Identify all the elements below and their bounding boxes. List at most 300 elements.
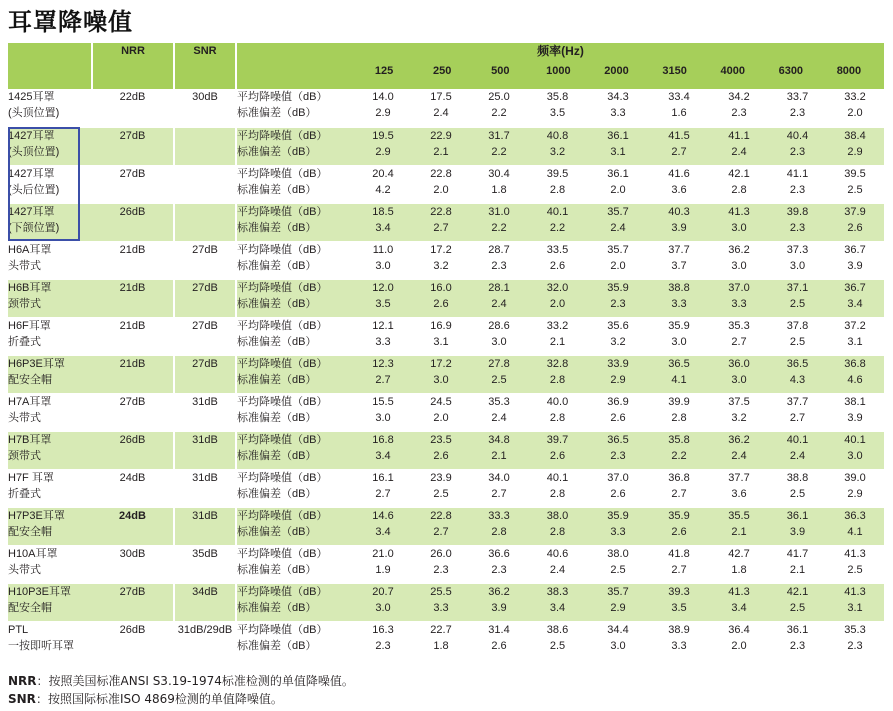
std-value: 2.4 xyxy=(731,449,747,462)
std-value: 3.0 xyxy=(847,449,863,462)
std-value: 2.1 xyxy=(433,145,449,158)
measure-label-std: 标准偏差（dB） xyxy=(237,145,317,158)
model-name: H6F耳罩 xyxy=(8,319,51,332)
value-cell xyxy=(826,89,884,127)
value-cell xyxy=(587,317,649,355)
note-nrr: NRR：按照美国标准ANSI S3.19-1974标准检测的单值降噪值。 xyxy=(8,674,354,688)
value-cell xyxy=(470,165,528,203)
mean-value: 16.0 xyxy=(430,281,452,294)
value-cell xyxy=(649,241,709,279)
std-value: 2.4 xyxy=(731,145,747,158)
mean-value: 36.5 xyxy=(786,357,809,370)
std-value: 2.3 xyxy=(789,221,806,234)
mean-value: 42.7 xyxy=(728,547,750,560)
mean-value: 34.0 xyxy=(488,471,510,484)
value-cell xyxy=(354,431,412,469)
frequency-label: 4000 xyxy=(720,65,745,77)
measure-label-mean: 平均降噪值（dB） xyxy=(237,585,328,598)
std-value: 2.7 xyxy=(491,487,507,500)
std-value: 2.4 xyxy=(433,107,449,119)
model-cell xyxy=(8,355,92,393)
value-cell xyxy=(709,355,769,393)
std-value: 2.5 xyxy=(789,335,806,348)
mean-value: 27.8 xyxy=(488,357,510,370)
mean-value: 16.1 xyxy=(372,471,394,484)
value-cell xyxy=(587,165,649,203)
std-value: 3.9 xyxy=(847,411,863,424)
std-value: 2.7 xyxy=(433,525,449,538)
std-value: 2.3 xyxy=(847,639,863,652)
mean-value: 41.6 xyxy=(668,167,690,180)
std-value: 2.9 xyxy=(847,145,863,158)
table-row xyxy=(8,393,884,431)
value-cell xyxy=(587,469,649,507)
measure-labels xyxy=(236,621,354,659)
std-value: 3.1 xyxy=(847,601,863,614)
measure-label-mean: 平均降噪值（dB） xyxy=(237,281,328,294)
mean-value: 36.2 xyxy=(728,243,750,256)
std-value: 2.5 xyxy=(789,297,806,310)
measure-labels xyxy=(236,355,354,393)
std-value: 3.0 xyxy=(789,259,806,272)
std-value: 2.8 xyxy=(491,525,507,538)
measure-label-mean: 平均降噪值（dB） xyxy=(237,205,328,218)
std-value: 2.9 xyxy=(610,601,626,614)
value-cell xyxy=(649,583,709,621)
snr-value: 31dB xyxy=(174,431,236,469)
value-cell xyxy=(826,507,884,545)
value-cell xyxy=(354,165,412,203)
table-row xyxy=(8,203,884,241)
mean-value: 39.8 xyxy=(786,205,809,218)
std-value: 2.1 xyxy=(549,335,566,348)
std-value: 4.1 xyxy=(671,373,687,386)
snr-value: 34dB xyxy=(174,583,236,621)
mean-value: 40.4 xyxy=(786,129,809,142)
std-value: 3.4 xyxy=(375,221,391,234)
value-cell xyxy=(587,241,649,279)
value-cell xyxy=(354,89,412,127)
measure-label-mean: 平均降噪值（dB） xyxy=(237,395,328,408)
value-cell xyxy=(412,393,470,431)
mean-value: 37.8 xyxy=(786,319,809,332)
mean-value: 36.0 xyxy=(728,357,750,370)
table-row xyxy=(8,431,884,469)
value-cell xyxy=(412,241,470,279)
value-cell xyxy=(587,621,649,659)
mean-value: 40.3 xyxy=(668,205,690,218)
value-cell xyxy=(354,127,412,165)
mean-value: 30.4 xyxy=(488,167,510,180)
value-cell xyxy=(769,127,826,165)
mean-value: 20.7 xyxy=(372,585,394,598)
model-name: H6B耳罩 xyxy=(8,281,52,294)
std-value: 3.0 xyxy=(610,639,626,652)
std-value: 2.7 xyxy=(671,487,687,500)
model-name: H7F 耳罩 xyxy=(8,471,54,484)
table-row xyxy=(8,583,884,621)
value-cell xyxy=(470,431,528,469)
nrr-value: 21dB xyxy=(92,241,174,279)
std-value: 3.0 xyxy=(731,373,747,386)
measure-label-std: 标准偏差（dB） xyxy=(237,411,317,424)
snr-value: 31dB xyxy=(174,393,236,431)
mean-value: 36.2 xyxy=(728,433,750,446)
mean-value: 28.7 xyxy=(488,243,510,256)
measure-label-std: 标准偏差（dB） xyxy=(237,335,317,348)
value-cell xyxy=(354,317,412,355)
mean-value: 35.9 xyxy=(668,509,690,522)
nrr-value: 27dB xyxy=(92,393,174,431)
value-cell xyxy=(470,507,528,545)
mean-value: 36.7 xyxy=(844,243,866,256)
mean-value: 20.4 xyxy=(372,167,394,180)
std-value: 2.1 xyxy=(731,525,747,538)
std-value: 3.1 xyxy=(610,145,626,158)
mean-value: 35.8 xyxy=(668,433,690,446)
model-cell xyxy=(8,241,92,279)
mean-value: 35.9 xyxy=(668,319,690,332)
snr-value: 27dB xyxy=(174,241,236,279)
mean-value: 32.8 xyxy=(546,357,569,370)
measure-labels xyxy=(236,393,354,431)
header-model-cell xyxy=(8,43,92,89)
mean-value: 31.7 xyxy=(488,129,510,142)
value-cell xyxy=(470,621,528,659)
std-value: 2.0 xyxy=(433,183,449,196)
mean-value: 41.5 xyxy=(668,129,690,142)
mean-value: 22.8 xyxy=(430,205,452,218)
mean-value: 25.0 xyxy=(488,91,510,103)
frequency-label: 3150 xyxy=(662,65,687,77)
std-value: 3.9 xyxy=(847,259,863,272)
mean-value: 16.9 xyxy=(430,319,452,332)
mean-value: 37.5 xyxy=(728,395,750,408)
measure-label-std: 标准偏差（dB） xyxy=(237,107,317,119)
value-cell xyxy=(769,89,826,127)
std-value: 2.3 xyxy=(491,259,507,272)
table-row xyxy=(8,469,884,507)
value-cell xyxy=(649,317,709,355)
std-value: 3.4 xyxy=(731,601,747,614)
measure-label-std: 标准偏差（dB） xyxy=(237,487,317,500)
mean-value: 17.2 xyxy=(430,243,452,256)
mean-value: 25.5 xyxy=(430,585,452,598)
value-cell xyxy=(649,127,709,165)
snr-value: 27dB xyxy=(174,279,236,317)
value-cell xyxy=(769,545,826,583)
mean-value: 18.5 xyxy=(372,205,394,218)
mean-value: 41.1 xyxy=(786,167,809,180)
mean-value: 23.9 xyxy=(430,471,452,484)
mean-value: 33.3 xyxy=(488,509,510,522)
value-cell xyxy=(649,355,709,393)
std-value: 2.6 xyxy=(491,639,507,652)
value-cell xyxy=(528,583,587,621)
measure-labels xyxy=(236,469,354,507)
value-cell xyxy=(709,507,769,545)
std-value: 2.8 xyxy=(549,487,566,500)
std-value: 1.8 xyxy=(433,639,449,652)
std-value: 2.1 xyxy=(789,563,806,576)
std-value: 2.3 xyxy=(731,107,747,119)
model-name: H7P3E耳罩 xyxy=(8,509,65,522)
model-name: 头带式 xyxy=(8,563,41,576)
snr-value: 31dB xyxy=(174,469,236,507)
value-cell xyxy=(470,355,528,393)
value-cell xyxy=(826,317,884,355)
page-title: 耳罩降噪值 xyxy=(8,8,133,36)
mean-value: 33.9 xyxy=(607,357,629,370)
measure-label-std: 标准偏差（dB） xyxy=(237,449,317,462)
measure-label-mean: 平均降噪值（dB） xyxy=(237,243,328,256)
measure-label-mean: 平均降噪值（dB） xyxy=(237,91,328,103)
std-value: 2.3 xyxy=(491,563,507,576)
mean-value: 37.9 xyxy=(844,205,866,218)
model-name: 颈带式 xyxy=(8,449,41,462)
table-header-row xyxy=(8,43,884,89)
value-cell xyxy=(769,431,826,469)
value-cell xyxy=(649,469,709,507)
measure-labels xyxy=(236,545,354,583)
frequency-label: 6300 xyxy=(778,65,804,77)
model-name: 1427耳罩 xyxy=(8,205,55,218)
value-cell xyxy=(826,431,884,469)
value-cell xyxy=(769,279,826,317)
mean-value: 37.7 xyxy=(786,395,809,408)
snr-value: 27dB xyxy=(174,355,236,393)
mean-value: 15.5 xyxy=(372,395,394,408)
mean-value: 38.6 xyxy=(546,623,569,636)
mean-value: 35.7 xyxy=(607,585,629,598)
mean-value: 37.0 xyxy=(728,281,750,294)
value-cell xyxy=(354,203,412,241)
mean-value: 41.8 xyxy=(668,547,690,560)
value-cell xyxy=(412,621,470,659)
model-name: (头顶位置) xyxy=(8,145,60,158)
model-name: 头带式 xyxy=(8,411,41,424)
std-value: 4.2 xyxy=(375,183,391,196)
measure-labels xyxy=(236,279,354,317)
mean-value: 33.2 xyxy=(844,91,866,103)
value-cell xyxy=(826,545,884,583)
measure-label-mean: 平均降噪值（dB） xyxy=(237,471,328,484)
mean-value: 35.3 xyxy=(844,623,866,636)
std-value: 3.0 xyxy=(375,411,391,424)
mean-value: 38.1 xyxy=(844,395,866,408)
table-row xyxy=(8,89,884,127)
std-value: 2.7 xyxy=(375,373,391,386)
std-value: 2.8 xyxy=(671,411,687,424)
value-cell xyxy=(649,621,709,659)
std-value: 3.0 xyxy=(671,335,687,348)
std-value: 3.2 xyxy=(433,259,449,272)
mean-value: 34.8 xyxy=(488,433,510,446)
mean-value: 42.1 xyxy=(728,167,750,180)
table-row xyxy=(8,127,884,165)
std-value: 3.4 xyxy=(847,297,863,310)
value-cell xyxy=(470,393,528,431)
nrr-value: 26dB xyxy=(92,431,174,469)
model-name: 折叠式 xyxy=(8,335,41,348)
value-cell xyxy=(826,583,884,621)
value-cell xyxy=(470,127,528,165)
mean-value: 37.7 xyxy=(728,471,750,484)
std-value: 2.4 xyxy=(789,449,806,462)
value-cell xyxy=(354,241,412,279)
measure-labels xyxy=(236,431,354,469)
value-cell xyxy=(412,127,470,165)
value-cell xyxy=(769,583,826,621)
value-cell xyxy=(470,89,528,127)
mean-value: 38.8 xyxy=(786,471,809,484)
model-name: 1427耳罩 xyxy=(8,129,55,142)
mean-value: 36.6 xyxy=(488,547,510,560)
value-cell xyxy=(769,469,826,507)
value-cell xyxy=(528,203,587,241)
table-row xyxy=(8,545,884,583)
header-nrr: NRR xyxy=(92,43,174,89)
model-cell xyxy=(8,507,92,545)
mean-value: 12.0 xyxy=(372,281,394,294)
value-cell xyxy=(587,393,649,431)
value-cell xyxy=(354,621,412,659)
mean-value: 35.9 xyxy=(607,509,629,522)
value-cell xyxy=(649,545,709,583)
std-value: 2.7 xyxy=(671,145,687,158)
mean-value: 22.8 xyxy=(430,509,452,522)
frequency-title: 频率(Hz) xyxy=(537,44,584,58)
value-cell xyxy=(649,165,709,203)
std-value: 2.7 xyxy=(671,563,687,576)
value-cell xyxy=(412,507,470,545)
std-value: 3.4 xyxy=(549,601,566,614)
mean-value: 12.1 xyxy=(372,319,394,332)
std-value: 3.9 xyxy=(491,601,507,614)
snr-value xyxy=(174,203,236,241)
std-value: 3.3 xyxy=(671,639,687,652)
measure-label-std: 标准偏差（dB） xyxy=(237,183,317,196)
mean-value: 35.3 xyxy=(488,395,510,408)
std-value: 3.6 xyxy=(671,183,687,196)
std-value: 4.3 xyxy=(789,373,806,386)
mean-value: 36.8 xyxy=(668,471,690,484)
model-name: 配安全帽 xyxy=(8,525,52,538)
value-cell xyxy=(528,431,587,469)
std-value: 3.3 xyxy=(671,297,687,310)
value-cell xyxy=(826,279,884,317)
mean-value: 39.5 xyxy=(546,167,569,180)
std-value: 2.3 xyxy=(789,639,806,652)
std-value: 2.0 xyxy=(433,411,449,424)
value-cell xyxy=(354,469,412,507)
std-value: 2.5 xyxy=(789,601,806,614)
std-value: 2.6 xyxy=(549,449,566,462)
value-cell xyxy=(587,431,649,469)
std-value: 2.5 xyxy=(789,487,806,500)
std-value: 2.3 xyxy=(789,183,806,196)
measure-labels xyxy=(236,241,354,279)
mean-value: 35.8 xyxy=(546,91,569,103)
std-value: 2.0 xyxy=(610,259,626,272)
mean-value: 36.5 xyxy=(607,433,629,446)
measure-labels xyxy=(236,127,354,165)
measure-label-mean: 平均降噪值（dB） xyxy=(237,509,328,522)
std-value: 3.5 xyxy=(375,297,391,310)
model-name: (头顶位置) xyxy=(8,107,60,119)
value-cell xyxy=(709,241,769,279)
measure-labels xyxy=(236,89,354,127)
std-value: 2.3 xyxy=(433,563,449,576)
std-value: 2.7 xyxy=(433,221,449,234)
value-cell xyxy=(649,431,709,469)
value-cell xyxy=(528,355,587,393)
measure-label-mean: 平均降噪值（dB） xyxy=(237,319,328,332)
value-cell xyxy=(709,279,769,317)
value-cell xyxy=(528,89,587,127)
std-value: 2.7 xyxy=(789,411,806,424)
mean-value: 35.9 xyxy=(607,281,629,294)
std-value: 1.8 xyxy=(731,563,747,576)
model-name: 头带式 xyxy=(8,259,41,272)
std-value: 3.9 xyxy=(671,221,687,234)
value-cell xyxy=(769,203,826,241)
model-name: (下颌位置) xyxy=(8,221,60,234)
std-value: 3.0 xyxy=(731,221,747,234)
mean-value: 40.1 xyxy=(546,471,569,484)
value-cell xyxy=(826,165,884,203)
mean-value: 36.1 xyxy=(786,623,809,636)
mean-value: 33.4 xyxy=(668,91,690,103)
value-cell xyxy=(587,89,649,127)
std-value: 3.3 xyxy=(731,297,747,310)
mean-value: 33.5 xyxy=(546,243,569,256)
frequency-label: 1000 xyxy=(546,65,571,77)
mean-value: 39.7 xyxy=(546,433,569,446)
mean-value: 31.4 xyxy=(488,623,510,636)
footnotes xyxy=(8,672,354,708)
std-value: 3.0 xyxy=(433,373,449,386)
mean-value: 37.0 xyxy=(607,471,629,484)
measure-label-std: 标准偏差（dB） xyxy=(237,601,317,614)
std-value: 2.4 xyxy=(491,411,507,424)
measure-label-mean: 平均降噪值（dB） xyxy=(237,129,328,142)
value-cell xyxy=(709,545,769,583)
frequency-label: 250 xyxy=(432,65,452,77)
std-value: 2.5 xyxy=(610,563,626,576)
model-name: 1427耳罩 xyxy=(8,167,55,180)
value-cell xyxy=(826,621,884,659)
nrr-value: 24dB xyxy=(92,507,174,545)
std-value: 3.3 xyxy=(610,525,626,538)
std-value: 1.6 xyxy=(671,107,687,119)
value-cell xyxy=(587,279,649,317)
value-cell xyxy=(528,507,587,545)
model-cell xyxy=(8,317,92,355)
mean-value: 21.0 xyxy=(372,547,394,560)
value-cell xyxy=(826,469,884,507)
value-cell xyxy=(587,355,649,393)
value-cell xyxy=(412,469,470,507)
value-cell xyxy=(709,127,769,165)
value-cell xyxy=(769,621,826,659)
model-cell xyxy=(8,545,92,583)
frequency-label: 2000 xyxy=(604,65,629,77)
value-cell xyxy=(769,317,826,355)
std-value: 3.4 xyxy=(375,449,391,462)
value-cell xyxy=(412,89,470,127)
mean-value: 22.7 xyxy=(430,623,452,636)
